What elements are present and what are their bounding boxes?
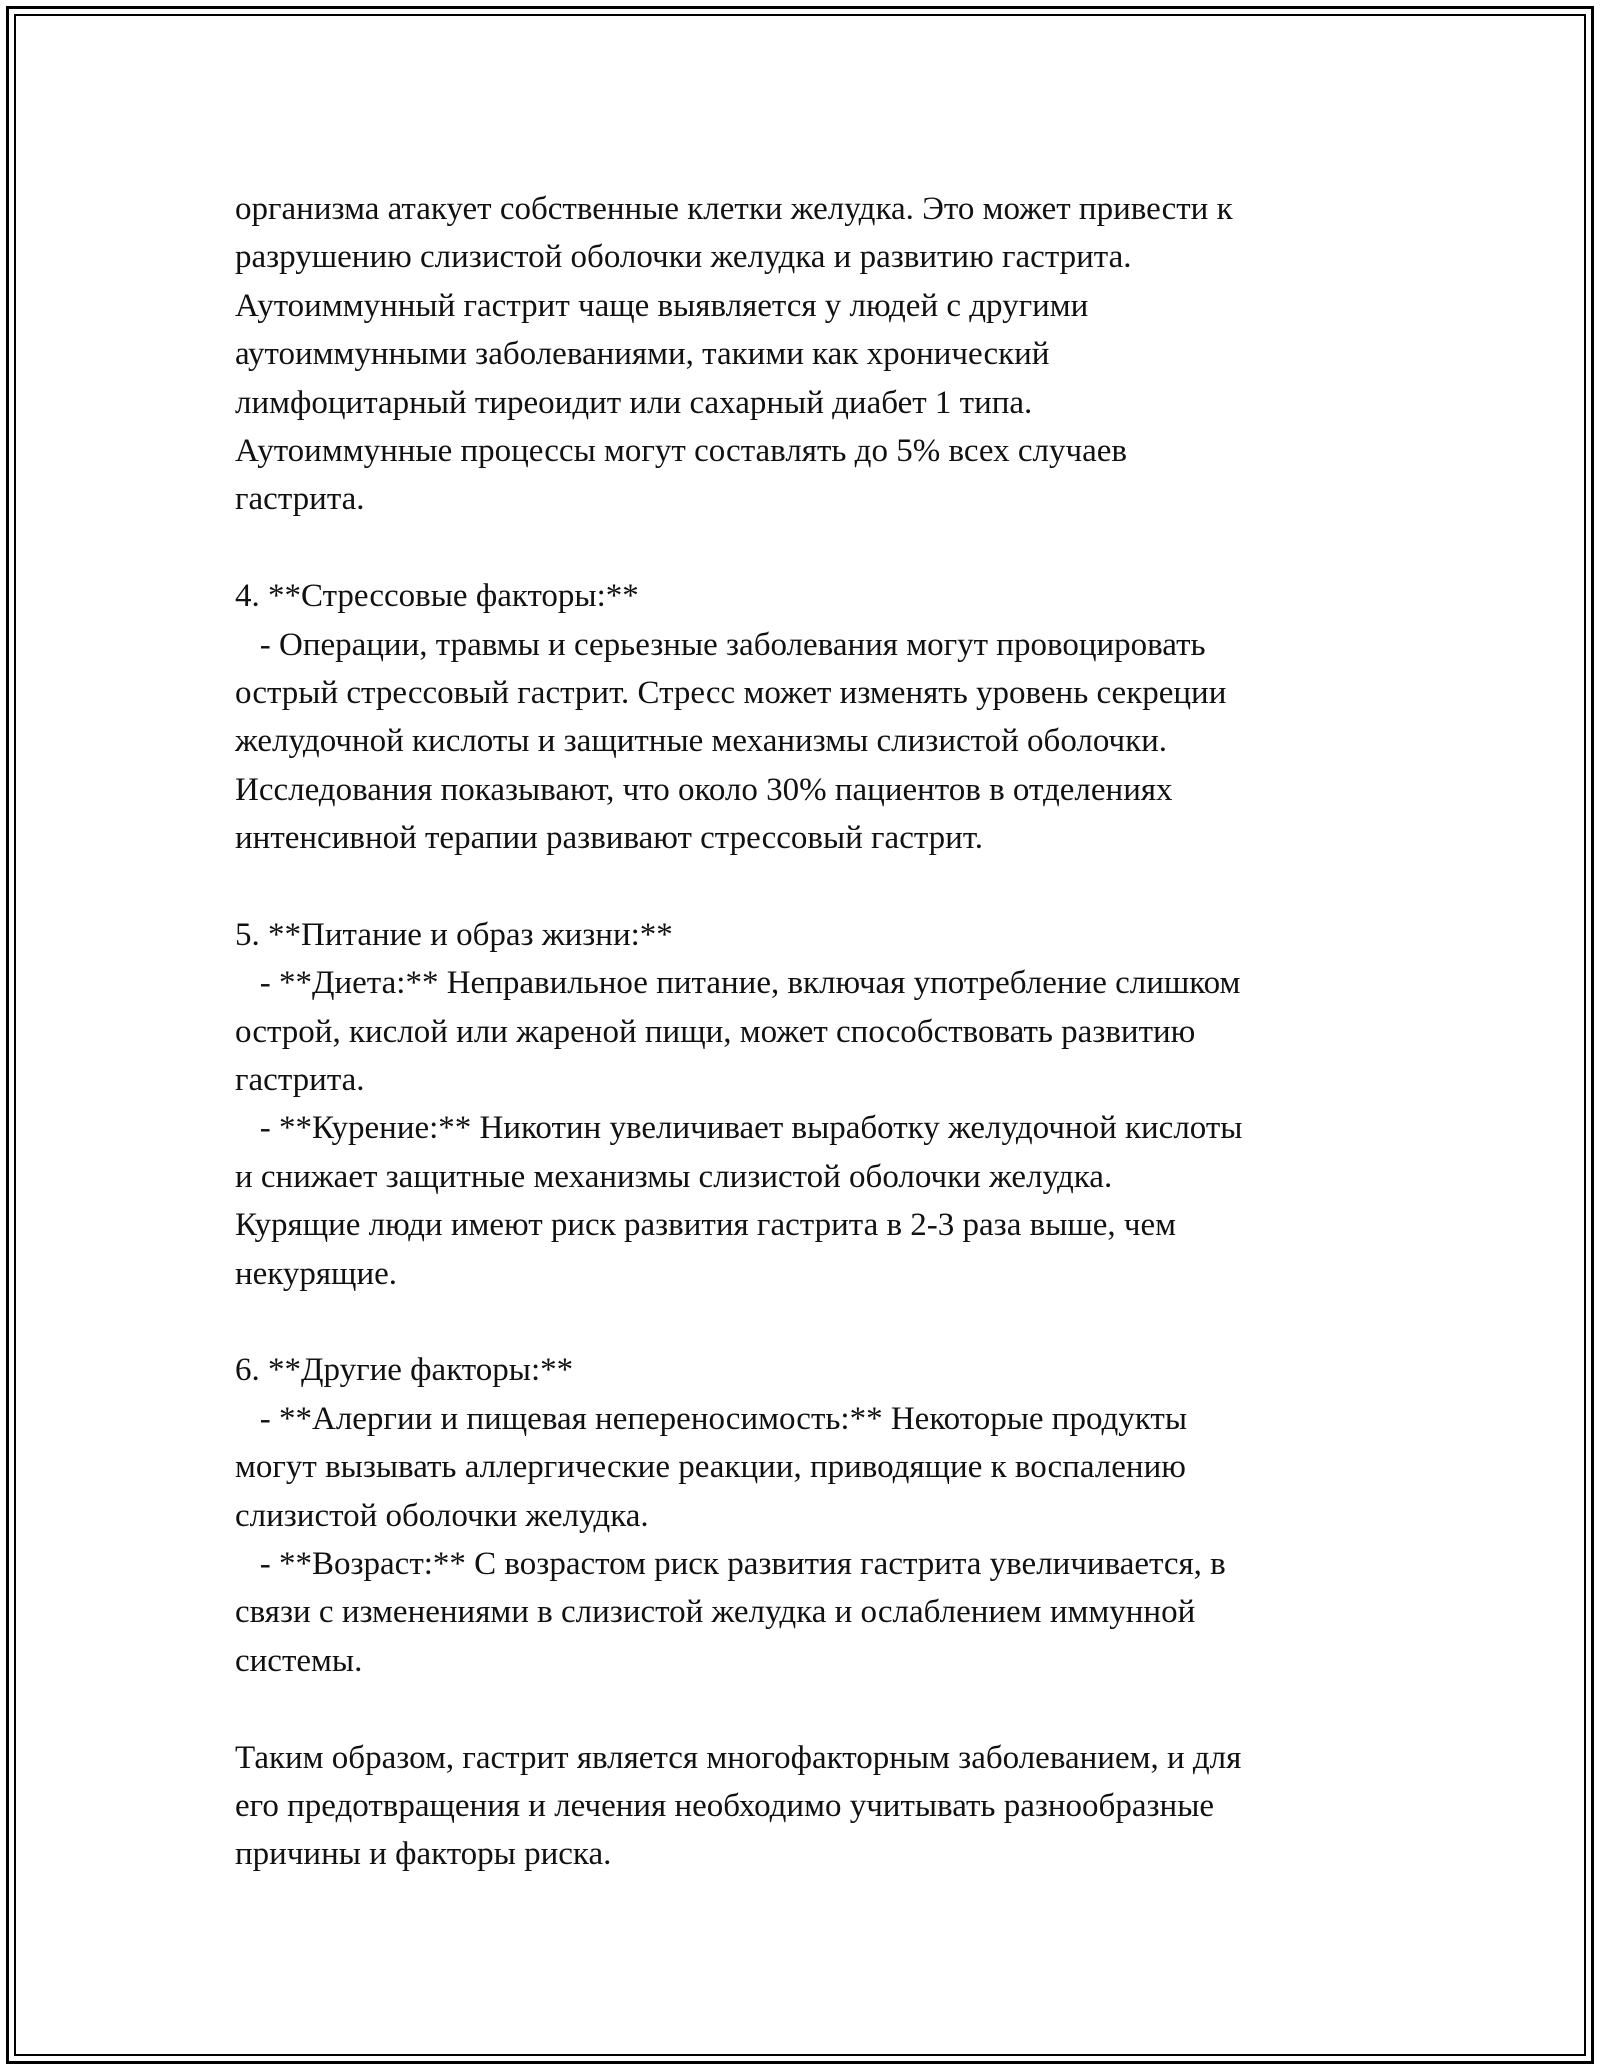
section-heading: 5. **Питание и образ жизни:** xyxy=(235,916,673,953)
text-line: аутоиммунными заболеваниями, такими как хронический xyxy=(235,336,1050,373)
text-line: разрушению слизистой оболочки желудка и развитию гастрита. xyxy=(235,239,1132,276)
text-line: - **Алергии и пищевая непереносимость:** Некоторые продукты xyxy=(235,1400,1187,1437)
text-line: - **Диета:** Неправильное питание, включая употребление слишком xyxy=(235,965,1241,1002)
text-line: гастрита. xyxy=(235,1062,365,1099)
text-line: Исследования показывают, что около 30% пациентов в отделениях xyxy=(235,771,1173,808)
text-line: системы. xyxy=(235,1642,363,1679)
blank-line xyxy=(235,1298,1385,1346)
blank-line xyxy=(235,1685,1385,1733)
text-line: острой, кислой или жареной пищи, может способствовать развитию xyxy=(235,1013,1196,1050)
text-line: - **Курение:** Никотин увеличивает выработку желудочной кислоты xyxy=(235,1110,1243,1147)
text-line: связи с изменениями в слизистой желудка и ослаблением иммунной xyxy=(235,1594,1196,1631)
text-line: Аутоиммунный гастрит чаще выявляется у людей с другими xyxy=(235,287,1089,324)
section-heading: 6. **Другие факторы:** xyxy=(235,1352,574,1389)
section-heading: 4. **Стрессовые факторы:** xyxy=(235,578,639,615)
text-line: слизистой оболочки желудка. xyxy=(235,1497,649,1534)
text-line: и снижает защитные механизмы слизистой оболочки желудка. xyxy=(235,1158,1113,1195)
text-line: лимфоцитарный тиреоидит или сахарный диабет 1 типа. xyxy=(235,384,1033,421)
document-body xyxy=(235,185,1385,1879)
text-line: его предотвращения и лечения необходимо учитывать разнообразные xyxy=(235,1787,1215,1824)
text-line: причины и факторы риска. xyxy=(235,1836,612,1873)
text-line: Курящие люди имеют риск развития гастрита в 2-3 раза выше, чем xyxy=(235,1207,1177,1244)
text-line: острый стрессовый гастрит. Стресс может изменять уровень секреции xyxy=(235,674,1227,711)
text-line: - Операции, травмы и серьезные заболевания могут провоцировать xyxy=(235,626,1206,663)
text-line: гастрита. xyxy=(235,481,365,518)
text-line: - **Возраст:** С возрастом риск развития гастрита увеличивается, в xyxy=(235,1545,1226,1582)
text-line: могут вызывать аллергические реакции, приводящие к воспалению xyxy=(235,1449,1186,1486)
text-line: некурящие. xyxy=(235,1255,398,1292)
text-line: Таким образом, гастрит является многофакторным заболеванием, и для xyxy=(235,1739,1242,1776)
text-line: интенсивной терапии развивают стрессовый гастрит. xyxy=(235,820,984,857)
blank-line xyxy=(235,862,1385,910)
text-line: организма атакует собственные клетки желудка. Это может привести к xyxy=(235,191,1233,227)
text-line: Аутоиммунные процессы могут составлять до 5% всех случаев xyxy=(235,432,1127,469)
text-line: желудочной кислоты и защитные механизмы слизистой оболочки. xyxy=(235,723,1168,760)
blank-line xyxy=(235,524,1385,572)
